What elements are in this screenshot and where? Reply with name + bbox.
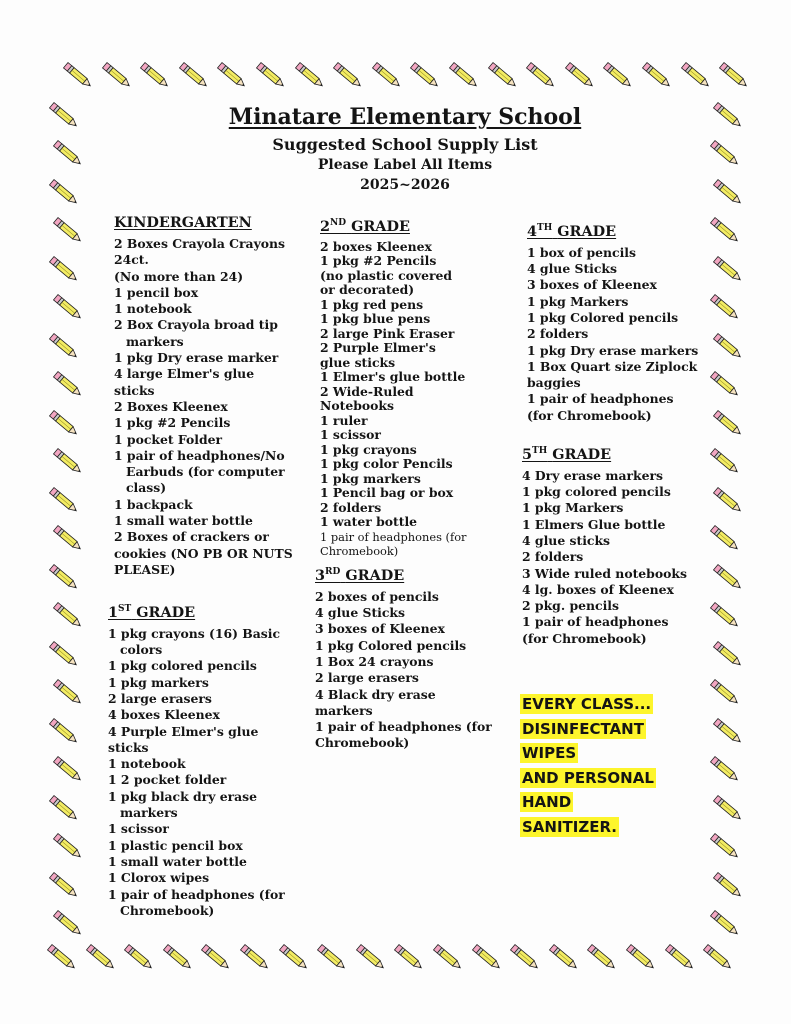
pencil-icon (161, 942, 194, 972)
pencil-icon (47, 254, 80, 284)
pencil-icon (47, 562, 80, 592)
list-item: 1 pkg Markers (522, 500, 624, 516)
pencil-icon (332, 60, 365, 90)
grade4-heading (527, 219, 702, 241)
pencil-icon (177, 60, 210, 90)
pencil-icon (624, 942, 657, 972)
pencil-icon (47, 177, 80, 207)
grade1-list (108, 626, 288, 919)
every-class-note-line: AND PERSONAL (522, 768, 654, 787)
school-name: Minatare Elementary School (228, 104, 582, 130)
list-item: 2 Wide-Ruled Notebooks (320, 383, 414, 414)
pencil-icon (47, 485, 80, 515)
pencil-icon (51, 292, 84, 322)
every-class-note-line: DISINFECTANT (522, 719, 644, 738)
list-item: 1 notebook (114, 301, 192, 317)
pencil-icon (708, 215, 741, 245)
list-title: Suggested School Supply List (272, 135, 538, 154)
list-item: 2 Box Crayola broad tip markers (114, 317, 278, 349)
grade3-section (315, 563, 495, 752)
list-item: 2 boxes of pencils (315, 588, 439, 604)
list-item: 4 Black dry erase markers (315, 686, 436, 718)
pencil-icon (711, 408, 744, 438)
pencil-icon (702, 942, 735, 972)
pencil-icon (47, 331, 80, 361)
pencil-icon (316, 942, 349, 972)
grade1-heading-num: 1 (108, 603, 119, 621)
grade4-heading-suffix: TH (537, 223, 553, 233)
pencil-icon (708, 369, 741, 399)
list-item: (No more than 24) (114, 268, 244, 284)
list-item: 4 large Elmer's glue sticks (114, 366, 255, 398)
pencil-icon (393, 942, 426, 972)
list-item: 1 plastic pencil box (108, 837, 243, 853)
list-item: 2 Boxes Kleenex (114, 398, 228, 414)
pencil-icon (51, 523, 84, 553)
pencil-icon (711, 793, 744, 823)
pencil-icon (547, 942, 580, 972)
list-item: 1 pkg markers (108, 674, 209, 690)
list-item: 1 Pencil bag or box (320, 485, 454, 501)
grade1-heading-suffix: ST (118, 604, 132, 614)
list-item: 1 small water bottle (114, 513, 253, 529)
list-item: 4 glue Sticks (527, 261, 617, 277)
grade3-heading-suffix: RD (325, 567, 341, 577)
grade2-heading-suffix: ND (330, 218, 347, 228)
grade1-section (108, 600, 288, 919)
list-item: 1 2 pocket folder (108, 772, 227, 788)
list-item: 1 pair of headphones (for Chromebook) (108, 886, 285, 918)
pencil-icon (711, 716, 744, 746)
list-item: 4 Purple Elmer's glue sticks (108, 723, 259, 755)
list-item: 2 folders (522, 549, 584, 565)
list-item: 2 folders (320, 499, 382, 515)
grade3-heading-word: GRADE (345, 566, 405, 584)
pencil-icon (470, 942, 503, 972)
pencil-icon (708, 138, 741, 168)
pencil-icon (139, 60, 172, 90)
list-item: 1 pkg Dry erase markers (527, 342, 699, 358)
pencil-icon (51, 369, 84, 399)
list-item: 2 pkg. pencils (522, 598, 619, 614)
list-item: 1 pkg colored pencils (108, 658, 257, 674)
list-item: 1 pair of headphones (for Chromebook) (320, 529, 467, 559)
every-class-note-line: EVERY CLASS... (522, 695, 652, 713)
pencil-icon (708, 446, 741, 476)
pencil-icon (293, 60, 326, 90)
list-item: 2 Purple Elmer's glue sticks (320, 340, 436, 370)
list-item: 1 pkg Colored pencils (315, 637, 467, 653)
pencil-icon (640, 60, 673, 90)
list-item: 1 pkg Markers (527, 293, 629, 309)
pencil-icon (51, 600, 84, 630)
pencil-icon (277, 942, 310, 972)
grade4-heading-word: GRADE (557, 222, 617, 240)
kindergarten-section (114, 214, 294, 578)
pencil-icon (708, 831, 741, 861)
grade2-heading-num: 2 (320, 217, 331, 235)
grade5-heading-num: 5 (522, 445, 533, 463)
pencil-icon (47, 870, 80, 900)
pencil-icon (51, 908, 84, 938)
list-item: 2 boxes Kleenex (320, 238, 432, 254)
list-item: 1 box of pencils (527, 244, 636, 260)
list-item: 1 pkg Dry erase marker (114, 350, 279, 366)
list-item: 1 backpack (114, 496, 193, 512)
pencil-icon (51, 215, 84, 245)
pencil-icon (586, 942, 619, 972)
list-item: 2 large erasers (315, 670, 419, 686)
pencil-icon (47, 100, 80, 130)
pencil-icon (708, 677, 741, 707)
list-item: 1 pkg colored pencils (522, 484, 671, 500)
pencil-icon (708, 600, 741, 630)
pencil-icon (711, 177, 744, 207)
pencil-icon (711, 562, 744, 592)
pencil-icon (370, 60, 403, 90)
label-note: Please Label All Items (317, 157, 493, 173)
list-item: 1 Box Quart size Ziplock baggies (527, 358, 698, 391)
pencil-icon (47, 716, 80, 746)
pencil-icon (51, 446, 84, 476)
grade4-list (527, 245, 702, 424)
grade5-heading (522, 442, 697, 464)
pencil-icon (679, 60, 712, 90)
grade4-section (527, 219, 702, 424)
pencil-icon (200, 942, 233, 972)
list-item: 4 Dry erase markers (522, 467, 663, 483)
pencil-icon (431, 942, 464, 972)
pencil-icon (100, 60, 133, 90)
pencil-icon (711, 100, 744, 130)
grade2-section (320, 214, 470, 559)
pencil-icon (525, 60, 558, 90)
pencil-icon (711, 639, 744, 669)
pencil-icon (409, 60, 442, 90)
pencil-icon (354, 942, 387, 972)
pencil-icon (563, 60, 596, 90)
list-item: 1 scissor (108, 821, 169, 837)
pencil-icon (708, 754, 741, 784)
pencil-icon (123, 942, 156, 972)
list-item: 1 Clorox wipes (108, 870, 210, 886)
list-item: 1 notebook (108, 756, 186, 772)
pencil-icon (711, 331, 744, 361)
pencil-icon (711, 870, 744, 900)
pencil-icon (84, 942, 117, 972)
list-item: 1 Box 24 crayons (315, 653, 434, 669)
school-year: 2025~2026 (360, 177, 450, 193)
list-item: 4 lg. boxes of Kleenex (522, 581, 674, 597)
list-item: 1 pkg markers (320, 470, 421, 486)
list-item: 1 pkg black dry erase markers (108, 788, 258, 821)
pencil-icon (51, 138, 84, 168)
list-item: 1 pair of headphones (for Chromebook) (315, 719, 492, 751)
list-item: 1 pkg crayons (320, 441, 417, 457)
list-item: 4 boxes Kleenex (108, 707, 220, 723)
grade3-list (315, 589, 495, 752)
list-item: 1 pair of headphones (for Chromebook) (527, 391, 674, 423)
list-item: 2 Boxes of crackers or cookies (NO PB OR NUTS PLEASE) (114, 529, 293, 577)
list-item: 4 glue sticks (522, 532, 611, 548)
pencil-icon (51, 754, 84, 784)
list-item: 1 pkg #2 Pencils (114, 415, 231, 431)
grade5-section (522, 442, 697, 647)
pencil-icon (711, 254, 744, 284)
pencil-icon (447, 60, 480, 90)
list-item: 1 pencil box (114, 284, 199, 300)
grade4-heading-num: 4 (527, 222, 538, 240)
grade5-heading-word: GRADE (552, 445, 612, 463)
list-item: 1 pocket Folder (114, 431, 223, 447)
pencil-icon (602, 60, 635, 90)
list-item: 1 water bottle (320, 514, 418, 530)
list-item: 1 pkg crayons (16) Basic colors (108, 625, 281, 658)
list-item: 1 pkg Colored pencils (527, 309, 679, 325)
grade5-list (522, 468, 697, 647)
list-item: 1 pkg red pens (320, 296, 424, 312)
kindergarten-list (114, 236, 294, 578)
grade1-heading-word: GRADE (136, 603, 196, 621)
pencil-icon (51, 677, 84, 707)
grade3-heading (315, 563, 495, 585)
pencil-icon (45, 942, 78, 972)
pencil-icon (254, 60, 287, 90)
kindergarten-heading: KINDERGARTEN (114, 214, 252, 231)
list-item: 1 pkg blue pens (320, 311, 431, 327)
list-item: (no plastic covered or decorated) (320, 267, 453, 298)
every-class-note-line: SANITIZER. (522, 817, 618, 836)
list-item: 1 Elmer's glue bottle (320, 369, 466, 385)
pencil-icon (47, 408, 80, 438)
pencil-icon (47, 639, 80, 669)
pencil-icon (663, 942, 696, 972)
list-item: 1 scissor (320, 427, 381, 443)
list-item: 2 folders (527, 326, 589, 342)
pencil-icon (718, 60, 751, 90)
list-item: 1 Elmers Glue bottle (522, 516, 666, 532)
list-item: 1 pair of headphones/No Earbuds (for computer class) (114, 447, 285, 496)
list-item: 3 boxes of Kleenex (527, 277, 657, 293)
pencil-icon (509, 942, 542, 972)
list-item: 1 small water bottle (108, 853, 247, 869)
grade3-heading-num: 3 (315, 566, 326, 584)
every-class-note (520, 692, 700, 839)
list-item: 2 large Pink Eraser (320, 325, 455, 341)
pencil-icon (47, 793, 80, 823)
list-item: 3 boxes of Kleenex (315, 621, 445, 637)
grade2-heading (320, 214, 470, 236)
list-item: 1 pair of headphones (for Chromebook) (522, 614, 669, 646)
list-item: 2 large erasers (108, 690, 212, 706)
pencil-icon (708, 292, 741, 322)
grade5-heading-suffix: TH (532, 446, 548, 456)
grade2-list (320, 240, 470, 559)
list-item: 1 ruler (320, 412, 368, 428)
grade1-heading (108, 600, 288, 622)
pencil-icon (486, 60, 519, 90)
pencil-icon (708, 908, 741, 938)
pencil-icon (61, 60, 94, 90)
list-item: 3 Wide ruled notebooks (522, 565, 687, 581)
list-item: 1 pkg #2 Pencils (320, 253, 437, 269)
list-item: 2 Boxes Crayola Crayons 24ct. (114, 236, 286, 268)
pencil-icon (216, 60, 249, 90)
every-class-note-line: WIPES (522, 744, 577, 762)
pencil-icon (711, 485, 744, 515)
every-class-note-line: HAND (522, 793, 572, 811)
pencil-icon (708, 523, 741, 553)
list-item: 4 glue Sticks (315, 605, 405, 621)
pencil-icon (238, 942, 271, 972)
list-item: 1 pkg color Pencils (320, 456, 453, 472)
pencil-icon (51, 831, 84, 861)
grade2-heading-word: GRADE (351, 217, 410, 235)
